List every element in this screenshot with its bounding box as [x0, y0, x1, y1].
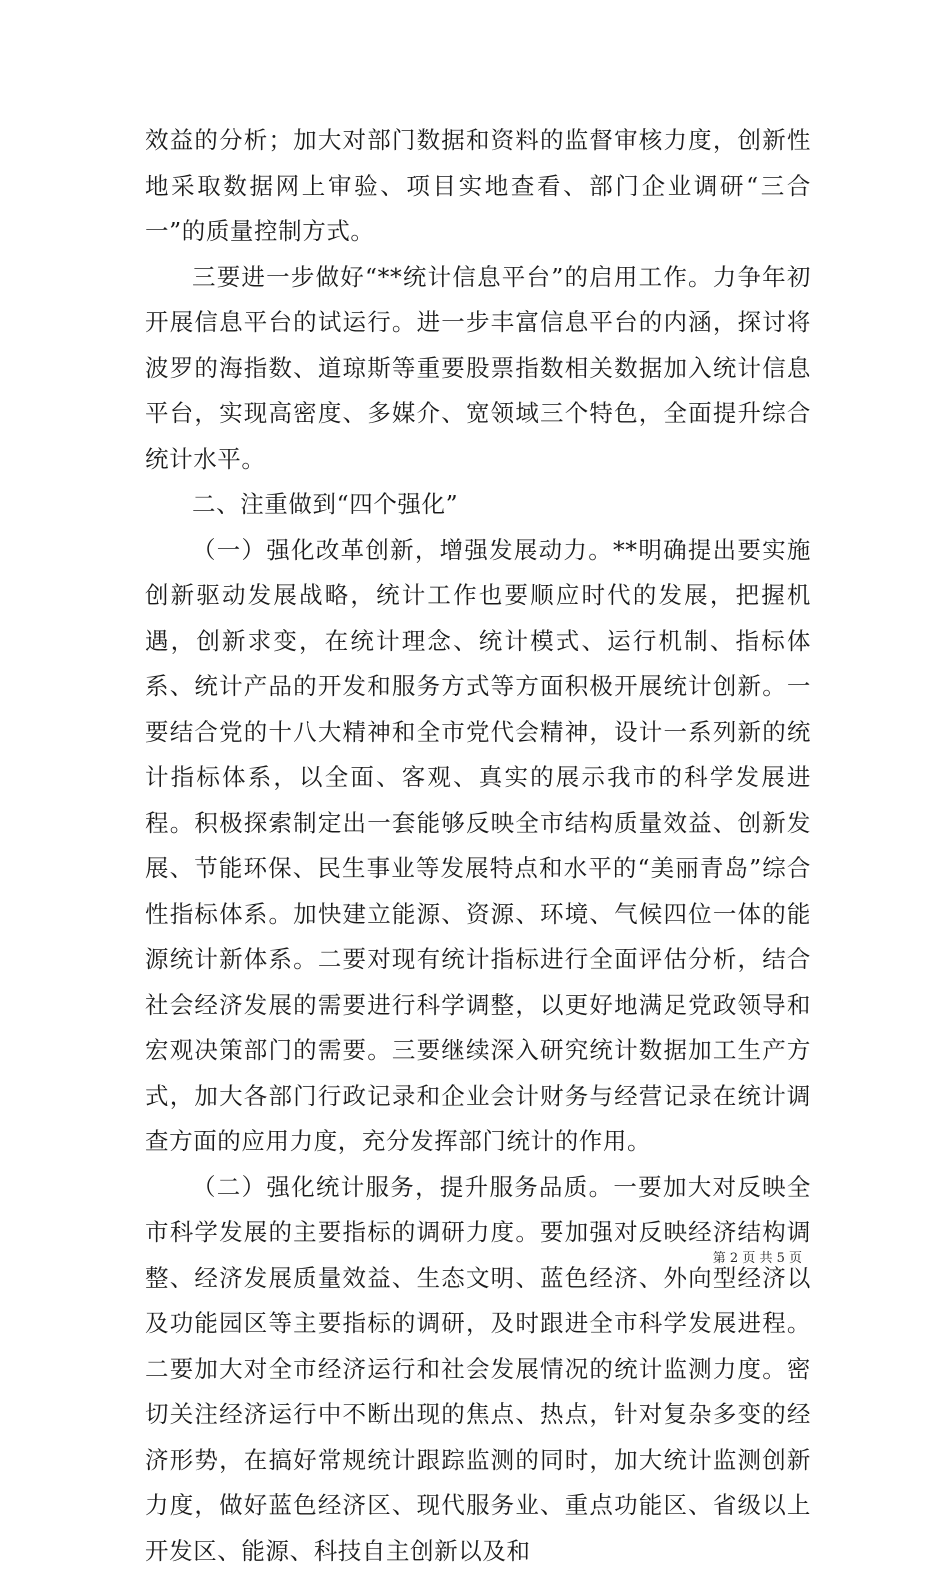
paragraph-4: （二）强化统计服务，提升服务品质。一要加大对反映全市科学发展的主要指标的调研力度。要加强对反映经济结构调整、经济发展质量效益、生态文明、蓝色经济、外向型经济以及功能园区等主要指标的调研，及时跟进全市科学发展进程。二要加大对全市经济运行和社会发展情况的统计监测力度。密切关注经济运行中不断出现的焦点、热点，针对复杂多变的经济形势，在搞好常规统计跟踪监测的同时，加大统计监测创新力度，做好蓝色经济区、现代服务业、重点功能区、省级以上开发区、能源、科技自主创新以及和 [145, 1165, 811, 1574]
section-heading: 二、注重做到“四个强化” [145, 482, 811, 528]
page-number-footer: 第 2 页 共 5 页 [713, 1247, 802, 1266]
paragraph-2: 三要进一步做好“**统计信息平台”的启用工作。力争年初开展信息平台的试运行。进一步丰富信息平台的内涵，探讨将波罗的海指数、道琼斯等重要股票指数相关数据加入统计信息平台，实现高密度、多媒介、宽领域三个特色，全面提升综合统计水平。 [145, 255, 811, 483]
paragraph-3: （一）强化改革创新，增强发展动力。**明确提出要实施创新驱动发展战略，统计工作也要顺应时代的发展，把握机遇，创新求变，在统计理念、统计模式、运行机制、指标体系、统计产品的开发和服务方式等方面积极开展统计创新。一要结合党的十八大精神和全市党代会精神，设计一系列新的统计指标体系，以全面、客观、真实的展示我市的科学发展进程。积极探索制定出一套能够反映全市结构质量效益、创新发展、节能环保、民生事业等发展特点和水平的“美丽青岛”综合性指标体系。加快建立能源、资源、环境、气候四位一体的能源统计新体系。二要对现有统计指标进行全面评估分析，结合社会经济发展的需要进行科学调整，以更好地满足党政领导和宏观决策部门的需要。三要继续深入研究统计数据加工生产方式，加大各部门行政记录和企业会计财务与经营记录在统计调查方面的应用力度，充分发挥部门统计的作用。 [145, 528, 811, 1165]
paragraph-1: 效益的分析；加大对部门数据和资料的监督审核力度，创新性地采取数据网上审验、项目实地查看、部门企业调研“三合一”的质量控制方式。 [145, 118, 811, 255]
document-body [145, 118, 811, 1574]
